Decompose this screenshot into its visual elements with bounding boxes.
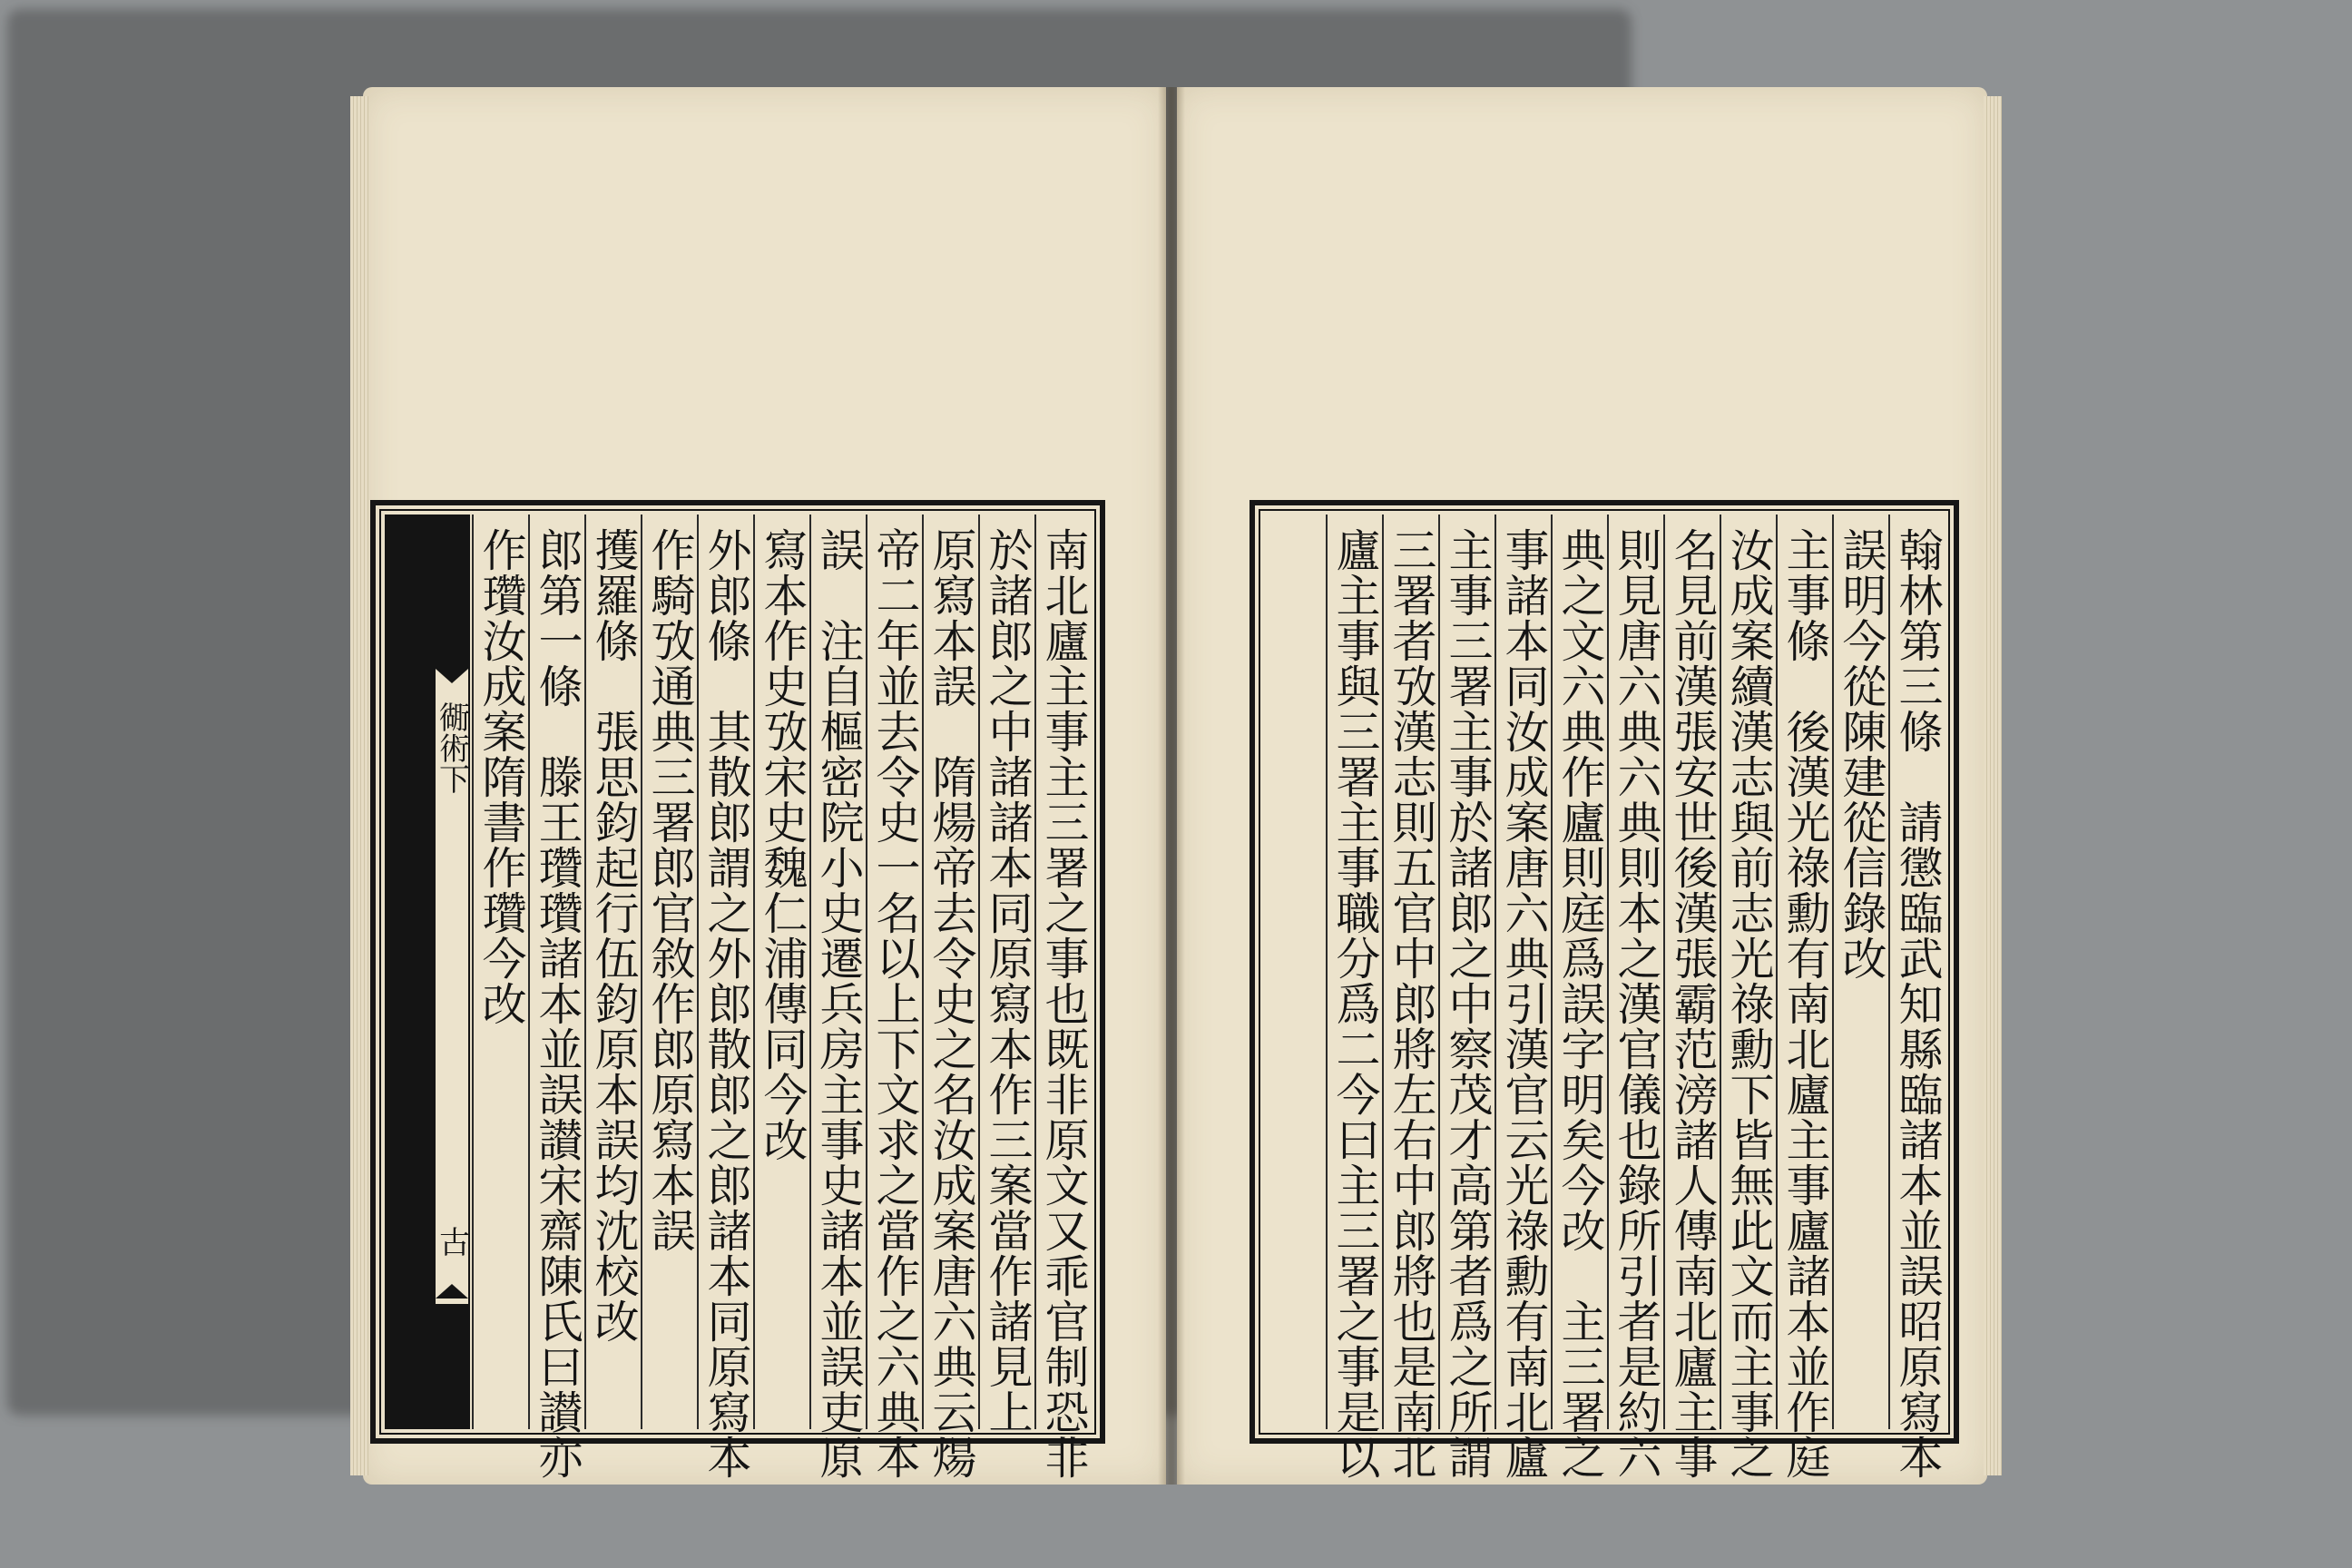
column-text: 三署者攷漢志則五官中郎將左右中郎將也是南北 — [1386, 527, 1437, 1480]
text-column — [1382, 514, 1438, 1480]
open-book — [363, 87, 1987, 1494]
column-text: 寫本作史攷宋史魏仁浦傳同今改 — [757, 527, 808, 1162]
right-text-frame — [1250, 500, 1959, 1480]
column-text: 主事三署主事於諸郎之中察茂才高第者爲之所謂 — [1442, 527, 1494, 1480]
column-text: 主事條 後漢光祿勳有南北廬主事廬諸本並作庭 — [1779, 527, 1831, 1480]
column-text: 南北廬主事主三署之事也既非原文又乖官制恐非 — [1038, 527, 1090, 1480]
column-text: 擭羅條 張思鈞起行伍鈞原本誤均沈校改 — [588, 527, 640, 1344]
text-column — [1551, 514, 1607, 1480]
text-column — [641, 514, 697, 1429]
text-column — [978, 514, 1034, 1435]
column-text: 事諸本同汝成案唐六典引漢官云光祿勳有南北廬 — [1498, 527, 1550, 1480]
column-text: 典之文六典作廬則庭爲誤字明矣今改 主三署之 — [1554, 527, 1606, 1480]
text-column — [1720, 514, 1776, 1480]
column-text: 汝成案續漢志與前志光祿勳下皆無此文而主事之 — [1723, 527, 1775, 1480]
column-text: 原寫本誤 隋煬帝去令史之名汝成案唐六典云煬 — [926, 527, 977, 1480]
text-column — [1663, 514, 1720, 1480]
text-column — [584, 514, 641, 1429]
banxin-page-number: 古 — [433, 1226, 470, 1257]
text-column — [922, 514, 978, 1480]
column-text: 作瓚汝成案隋書作瓚今改 — [475, 527, 527, 1026]
banxin-panel — [433, 669, 470, 1304]
column-text: 外郎條 其散郎謂之外郎散郎之郎諸本同原寫本 — [701, 527, 752, 1480]
column-text: 名見前漢張安世後漢張霸范滂諸人傳南北廬主事 — [1667, 527, 1719, 1480]
text-column — [809, 514, 866, 1480]
column-text: 作騎攷通典三署郎官敘作郎原寫本誤 — [644, 527, 696, 1253]
text-column — [472, 514, 528, 1429]
left-text-columns — [470, 514, 1091, 1480]
text-column — [753, 514, 809, 1429]
fishtail-bottom-icon — [436, 1284, 468, 1298]
right-page — [1177, 87, 1987, 1485]
column-text: 誤明今從陳建從信錄改 — [1836, 527, 1887, 981]
left-page — [363, 87, 1166, 1485]
text-column — [1888, 514, 1945, 1480]
column-text: 郎第一條 滕王瓚瓚諸本並誤讃宋齋陳氏曰讃亦 — [532, 527, 583, 1480]
text-column — [697, 514, 753, 1480]
book-gutter — [1158, 87, 1185, 1485]
left-fore-edge — [350, 96, 368, 1475]
text-column — [1494, 514, 1551, 1480]
banxin-center-strip — [385, 514, 470, 1429]
banxin-title: 衚術下 — [433, 701, 470, 794]
column-text: 廬主事與三署主事職分爲二今曰主三署之事是以 — [1329, 527, 1381, 1480]
text-column — [1607, 514, 1663, 1480]
column-text: 翰林第三條 請懲臨武知縣臨諸本並誤昭原寫本 — [1892, 527, 1944, 1480]
text-column — [528, 514, 584, 1480]
fishtail-top-icon — [436, 669, 468, 683]
column-text: 於諸郎之中諸諸本同原寫本作三案當作諸見上 — [982, 527, 1034, 1435]
text-column — [1776, 514, 1832, 1480]
text-column — [866, 514, 922, 1480]
text-column — [1438, 514, 1494, 1480]
text-column — [1034, 514, 1091, 1480]
right-text-columns — [1324, 514, 1945, 1480]
text-column — [1832, 514, 1888, 1429]
column-text: 則見唐六典六典則本之漢官儀也錄所引者是約六 — [1611, 527, 1662, 1480]
left-text-frame — [370, 500, 1105, 1480]
column-text: 誤 注自樞密院小史遷兵房主事史諸本並誤吏原 — [813, 527, 865, 1480]
right-fore-edge — [1984, 96, 2002, 1475]
text-column — [1326, 514, 1382, 1480]
column-text: 帝二年並去令史一名以上下文求之當作之六典本 — [869, 527, 921, 1480]
